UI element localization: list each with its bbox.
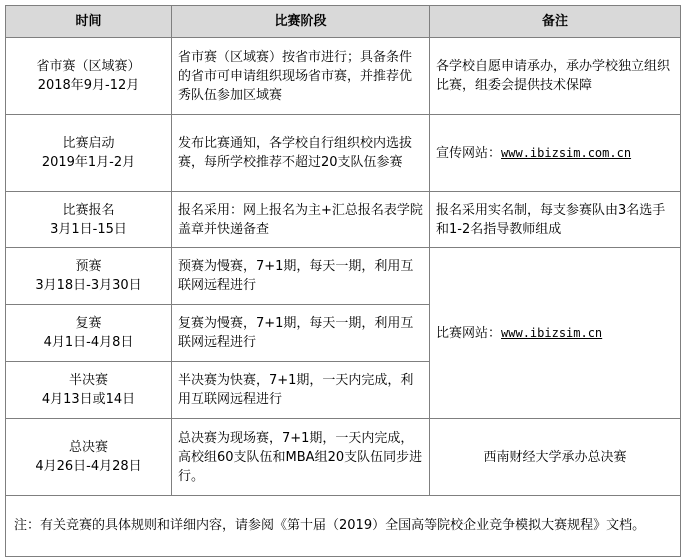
contest-site-label: 比赛网站：	[436, 325, 502, 341]
promo-site-label: 宣传网站：	[436, 145, 502, 161]
note-cell	[430, 115, 681, 192]
stage-cell: 预赛为慢赛，7+1期，每天一期，利用互联网远程进行	[172, 248, 430, 305]
time-cell	[6, 192, 172, 248]
stage-cell: 报名采用：网上报名为主+汇总报名表学院盖章并快递备查	[172, 192, 430, 248]
time-date: 4月26日-4月28日	[35, 459, 142, 474]
time-name: 半决赛	[68, 373, 108, 388]
time-cell	[6, 115, 172, 192]
note-cell: 西南财经大学承办总决赛	[430, 419, 681, 496]
table-row	[6, 248, 681, 305]
time-date: 3月18日-3月30日	[35, 278, 142, 293]
stage-cell: 总决赛为现场赛，7+1期，一天内完成，高校组60支队伍和MBA组20支队伍同步进行。	[172, 419, 430, 496]
time-cell	[6, 305, 172, 362]
time-name: 省市赛（区域赛）	[36, 59, 141, 74]
header-time: 时间	[6, 6, 172, 38]
stage-cell: 半决赛为快赛，7+1期，一天内完成，利用互联网远程进行	[172, 362, 430, 419]
time-date: 2019年1月-2月	[41, 155, 136, 170]
table-row	[6, 419, 681, 496]
table-row	[6, 38, 681, 115]
note-cell-merged	[430, 248, 681, 419]
time-cell	[6, 419, 172, 496]
stage-cell: 复赛为慢赛，7+1期，每天一期，利用互联网远程进行	[172, 305, 430, 362]
time-name: 比赛报名	[62, 202, 115, 218]
schedule-table	[5, 5, 681, 557]
header-row	[6, 6, 681, 38]
time-cell	[6, 362, 172, 419]
stage-cell: 省市赛（区域赛）按省市进行；具备条件的省市可申请组织现场省市赛，并推荐优秀队伍参加区域赛	[172, 38, 430, 115]
time-date: 4月13日或14日	[41, 392, 136, 407]
time-date: 4月1日-4月8日	[43, 335, 134, 350]
footnote-row	[6, 496, 681, 557]
header-note: 备注	[430, 6, 681, 38]
time-name: 总决赛	[68, 440, 108, 455]
contest-site-link[interactable]: www.ibizsim.cn	[501, 325, 603, 340]
note-cell: 报名采用实名制，每支参赛队由3名选手和1-2名指导教师组成	[430, 192, 681, 248]
header-stage: 比赛阶段	[172, 6, 430, 38]
time-cell	[6, 38, 172, 115]
time-cell	[6, 248, 172, 305]
stage-cell: 发布比赛通知，各学校自行组织校内选拔赛，每所学校推荐不超过20支队伍参赛	[172, 115, 430, 192]
time-name: 比赛启动	[62, 136, 115, 151]
footnote: 注：有关竞赛的具体规则和详细内容，请参阅《第十届（2019）全国高等院校企业竞争模拟大赛规程》文档。	[6, 496, 681, 557]
table-row	[6, 192, 681, 248]
time-name: 预赛	[75, 259, 102, 274]
time-name: 复赛	[75, 316, 102, 331]
time-date: 2018年9月-12月	[37, 78, 140, 93]
promo-site-link[interactable]: www.ibizsim.com.cn	[501, 145, 632, 160]
table-row	[6, 115, 681, 192]
time-date: 3月1日-15日	[50, 221, 127, 237]
note-cell: 各学校自愿申请承办，承办学校独立组织比赛，组委会提供技术保障	[430, 38, 681, 115]
